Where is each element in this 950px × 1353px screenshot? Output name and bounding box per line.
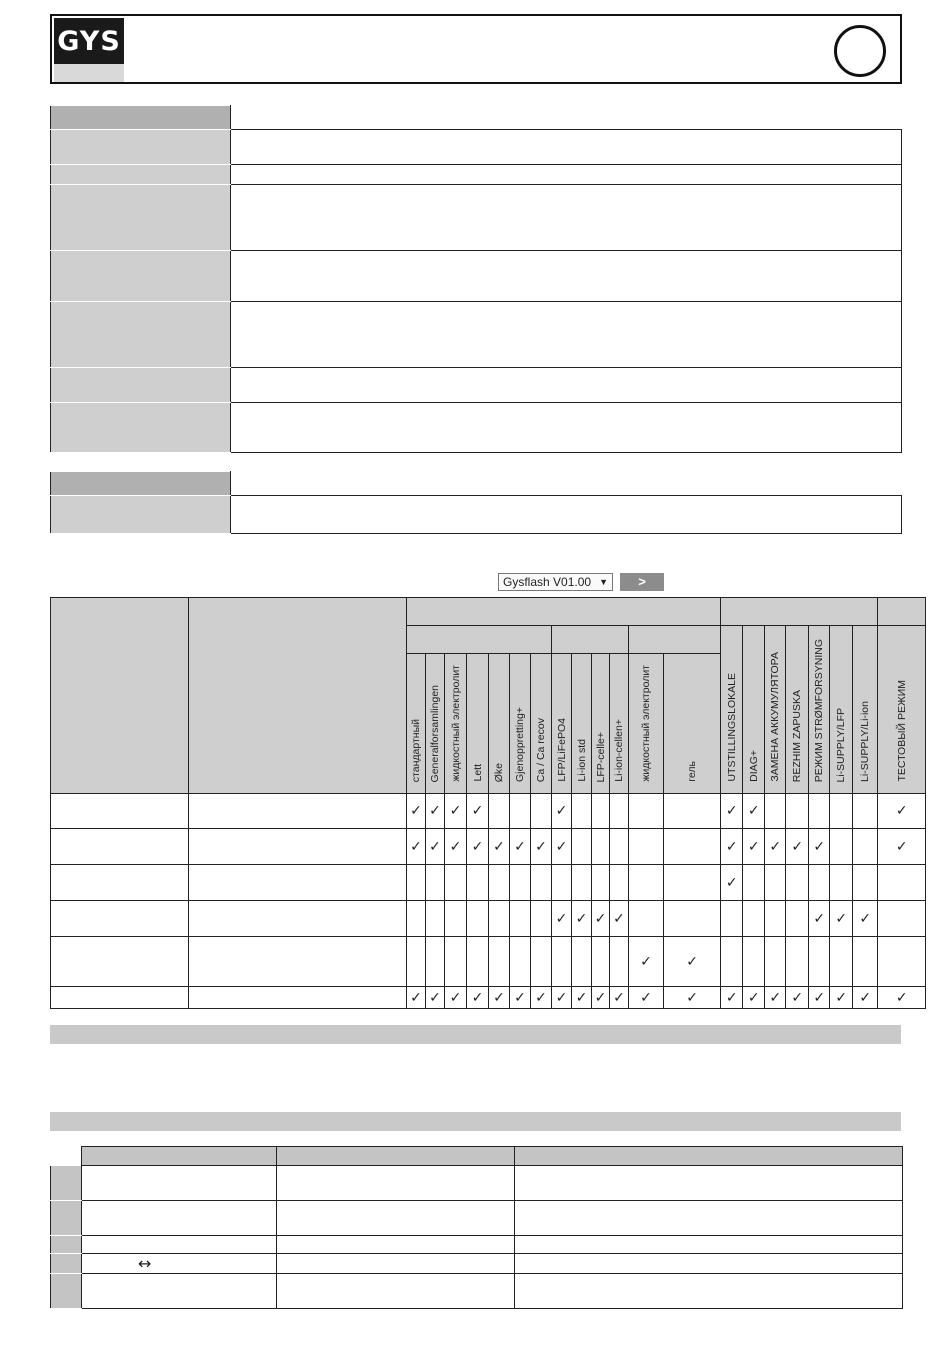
column-header: Li-ion-cellen+: [610, 654, 629, 794]
check-mark-icon: ✓: [535, 989, 547, 1006]
section-bar: [50, 1112, 901, 1131]
page-header: [50, 14, 902, 84]
column-header: жидкостный электролит: [445, 654, 467, 794]
grid-cell: [407, 865, 426, 901]
column-header: ТЕСТОВЫЙ РЕЖИМ: [878, 626, 926, 794]
grid-cell: [592, 794, 610, 829]
check-mark-icon: ✓: [769, 989, 782, 1006]
grid-cell: [531, 865, 552, 901]
column-header: LFP-celle+: [592, 654, 610, 794]
grid-cell: [664, 987, 721, 1009]
grid-cell: [664, 794, 721, 829]
check-mark-icon: ✓: [429, 838, 441, 855]
grid-cell: [721, 987, 743, 1009]
grid-cell: [878, 865, 926, 901]
grid-cell: [407, 937, 426, 987]
check-mark-icon: ✓: [555, 989, 568, 1006]
grid-cell: [743, 794, 765, 829]
grid-cell: [407, 901, 426, 937]
grid-cell: [664, 865, 721, 901]
grid-cell: [610, 937, 629, 987]
grid-cell: [426, 865, 445, 901]
bottom-header-cell: [515, 1147, 903, 1166]
check-mark-icon: ✓: [895, 989, 908, 1006]
grid-cell: [853, 901, 878, 937]
grid-cell: [765, 987, 786, 1009]
grid-cell: [426, 901, 445, 937]
grid-cell: [467, 987, 489, 1009]
grid-cell: [743, 865, 765, 901]
grid-cell: [878, 937, 926, 987]
grid-cell: [531, 794, 552, 829]
grid-cell: [592, 865, 610, 901]
check-mark-icon: ✓: [555, 910, 568, 927]
grid-cell: [426, 829, 445, 865]
triangle-down-icon: ▼: [599, 577, 608, 587]
grid-row: [51, 865, 926, 901]
grid-cell: [830, 937, 853, 987]
check-mark-icon: ✓: [555, 838, 568, 855]
grid-cell: [445, 901, 467, 937]
grid-cell: [531, 901, 552, 937]
check-mark-icon: ✓: [895, 838, 908, 855]
grid-cell: [610, 901, 629, 937]
check-mark-icon: ✓: [725, 803, 738, 819]
check-mark-icon: ✓: [895, 803, 908, 819]
grid-cell: [629, 865, 664, 901]
column-header: DIAG+: [743, 626, 765, 794]
check-mark-icon: ✓: [791, 838, 804, 855]
gys-logo: [54, 18, 124, 82]
grid-subgroup-header: [629, 626, 721, 654]
grid-cell: [610, 865, 629, 901]
grid-cell: [809, 865, 830, 901]
check-mark-icon: ✓: [725, 874, 738, 891]
grid-cell: [721, 829, 743, 865]
column-header: стандартный: [407, 654, 426, 794]
check-mark-icon: ✓: [449, 803, 462, 819]
check-mark-icon: ✓: [859, 989, 872, 1006]
table-row: [51, 1236, 903, 1254]
check-mark-icon: ✓: [514, 838, 526, 855]
grid-cell: [664, 901, 721, 937]
grid-cell: [830, 829, 853, 865]
grid-cell: [467, 901, 489, 937]
grid-cell: [445, 829, 467, 865]
grid-cell: [786, 865, 809, 901]
spec-label: [51, 496, 231, 534]
spec-header-label: [51, 472, 231, 496]
table-row: [51, 1166, 903, 1201]
grid-cell: [878, 829, 926, 865]
check-mark-icon: ✓: [594, 989, 607, 1006]
grid-cell: [467, 937, 489, 987]
check-mark-icon: ✓: [575, 989, 588, 1006]
check-mark-icon: ✓: [514, 989, 526, 1006]
grid-cell: [629, 794, 664, 829]
check-mark-icon: ✓: [725, 838, 738, 855]
check-mark-icon: ✓: [429, 803, 441, 819]
grid-cell: [830, 987, 853, 1009]
grid-cell: [572, 937, 592, 987]
spec-label: [51, 403, 231, 453]
grid-cell: [765, 901, 786, 937]
grid-cell: [531, 937, 552, 987]
grid-cell: [809, 794, 830, 829]
grid-cell: [510, 987, 531, 1009]
grid-row-label: [189, 829, 407, 865]
grid-cell: [467, 865, 489, 901]
grid-cell: [786, 829, 809, 865]
check-mark-icon: ✓: [410, 838, 422, 855]
grid-cell: [629, 937, 664, 987]
grid-cell: [878, 901, 926, 937]
grid-row: [51, 901, 926, 937]
check-mark-icon: ✓: [769, 838, 782, 855]
grid-cell: [878, 987, 926, 1009]
grid-header-cell: [51, 598, 189, 794]
bottom-header-cell: [277, 1147, 515, 1166]
grid-cell: [426, 794, 445, 829]
grid-cell: [426, 987, 445, 1009]
spec-table-2: [50, 471, 902, 534]
grid-cell: [743, 829, 765, 865]
grid-cell: [572, 865, 592, 901]
grid-cell: [765, 865, 786, 901]
grid-cell: [510, 937, 531, 987]
grid-row: [51, 829, 926, 865]
grid-cell: [629, 901, 664, 937]
grid-header-cell: [189, 598, 407, 794]
check-mark-icon: ✓: [747, 989, 760, 1006]
check-mark-icon: ✓: [613, 989, 625, 1006]
grid-row: [51, 937, 926, 987]
grid-cell: [721, 794, 743, 829]
firmware-version-value: Gysflash V01.00: [503, 575, 592, 589]
column-header: РЕЖИМ STRØMFORSYNING: [809, 626, 830, 794]
grid-cell: [786, 901, 809, 937]
grid-cell: [426, 937, 445, 987]
grid-cell: [853, 937, 878, 987]
grid-cell: [853, 987, 878, 1009]
column-header: ЗАМЕНА АККУМУЛЯТОРА: [765, 626, 786, 794]
grid-cell: [610, 987, 629, 1009]
grid-cell: [531, 987, 552, 1009]
check-mark-icon: ✓: [813, 838, 826, 855]
grid-cell: [853, 794, 878, 829]
table-row: [51, 1254, 903, 1274]
check-mark-icon: ✓: [686, 953, 698, 970]
grid-cell: [552, 829, 572, 865]
grid-cell: [809, 829, 830, 865]
grid-cell: [510, 794, 531, 829]
grid-subgroup-header: [407, 626, 552, 654]
column-header: гель: [664, 654, 721, 794]
grid-cell: [407, 794, 426, 829]
grid-cell: [786, 937, 809, 987]
check-mark-icon: ✓: [410, 803, 422, 819]
grid-row-label: [51, 794, 189, 829]
grid-row: [51, 987, 926, 1009]
table-row: [51, 1201, 903, 1236]
spec-label: [51, 368, 231, 403]
grid-cell: [552, 901, 572, 937]
grid-cell: [552, 794, 572, 829]
check-mark-icon: ✓: [535, 838, 547, 855]
check-mark-icon: ✓: [835, 989, 848, 1006]
grid-cell: [407, 829, 426, 865]
column-header: Generalforsamlingen: [426, 654, 445, 794]
grid-cell: [721, 901, 743, 937]
spec-label: [51, 302, 231, 368]
grid-cell: [721, 865, 743, 901]
grid-cell: [552, 865, 572, 901]
grid-cell: [664, 937, 721, 987]
grid-cell: [743, 937, 765, 987]
grid-group-header: [407, 598, 721, 626]
grid-subgroup-header: [552, 626, 629, 654]
section-bar: [50, 1025, 901, 1044]
grid-cell: [489, 865, 510, 901]
grid-group-header: [878, 598, 926, 626]
spec-label: [51, 165, 231, 185]
check-mark-icon: ✓: [449, 989, 462, 1006]
check-mark-icon: ✓: [835, 910, 848, 927]
grid-cell: [629, 829, 664, 865]
grid-cell: [489, 937, 510, 987]
grid-cell: [467, 829, 489, 865]
grid-cell: [853, 865, 878, 901]
check-mark-icon: ✓: [471, 989, 484, 1006]
grid-cell: [445, 987, 467, 1009]
logo-text: GYS: [54, 18, 124, 64]
grid-group-header: [721, 598, 878, 626]
grid-cell: [592, 987, 610, 1009]
firmware-go-button[interactable]: >: [620, 573, 664, 591]
grid-row-label: [189, 794, 407, 829]
check-mark-icon: ✓: [493, 989, 505, 1006]
grid-cell: [445, 937, 467, 987]
check-mark-icon: ✓: [640, 989, 652, 1006]
grid-cell: [510, 901, 531, 937]
grid-row-label: [189, 987, 407, 1009]
check-mark-icon: ✓: [555, 803, 568, 819]
column-header: Li-ion std: [572, 654, 592, 794]
grid-cell: [629, 987, 664, 1009]
check-mark-icon: ✓: [471, 803, 484, 819]
grid-cell: [592, 901, 610, 937]
grid-cell: [407, 987, 426, 1009]
spec-label: [51, 251, 231, 302]
spec-table-1: [50, 105, 902, 453]
grid-cell: [765, 937, 786, 987]
grid-cell: [830, 794, 853, 829]
check-mark-icon: ✓: [493, 838, 505, 855]
spec-label: [51, 185, 231, 251]
check-mark-icon: ✓: [575, 910, 588, 927]
grid-cell: [489, 829, 510, 865]
check-mark-icon: ✓: [471, 838, 484, 855]
grid-cell: [664, 829, 721, 865]
grid-cell: [878, 794, 926, 829]
check-mark-icon: ✓: [747, 803, 760, 819]
grid-cell: [489, 901, 510, 937]
grid-cell: [743, 901, 765, 937]
check-mark-icon: ✓: [725, 989, 738, 1006]
spec-label: [51, 130, 231, 165]
check-mark-icon: ✓: [791, 989, 804, 1006]
grid-cell: [743, 987, 765, 1009]
grid-cell: [592, 937, 610, 987]
grid-cell: [809, 901, 830, 937]
swap-arrows-icon: ↔: [138, 1254, 152, 1273]
column-header: REZHIM ZAPUSKA: [786, 626, 809, 794]
grid-cell: [467, 794, 489, 829]
grid-row-label: [51, 901, 189, 937]
check-mark-icon: ✓: [686, 989, 698, 1006]
grid-row-label: [51, 829, 189, 865]
column-header: Gjenoppretting+: [510, 654, 531, 794]
grid-cell: [592, 829, 610, 865]
grid-cell: [445, 865, 467, 901]
grid-row-label: [51, 987, 189, 1009]
grid-cell: [510, 829, 531, 865]
grid-row-label: [189, 937, 407, 987]
grid-row-label: [51, 937, 189, 987]
language-circle-icon: [834, 25, 886, 77]
grid-cell: [610, 829, 629, 865]
grid-cell: [489, 794, 510, 829]
table-row: [51, 1274, 903, 1309]
grid-cell: [786, 794, 809, 829]
grid-cell: [572, 987, 592, 1009]
grid-cell: [830, 865, 853, 901]
check-mark-icon: ✓: [429, 989, 441, 1006]
grid-cell: [830, 901, 853, 937]
grid-cell: [572, 794, 592, 829]
column-header: Li-SUPPLY/LFP: [830, 626, 853, 794]
check-mark-icon: ✓: [594, 910, 607, 927]
column-header: UTSTILLINGSLOKALE: [721, 626, 743, 794]
grid-cell: [610, 794, 629, 829]
grid-cell: [809, 987, 830, 1009]
grid-row-label: [51, 865, 189, 901]
grid-cell: [489, 987, 510, 1009]
grid-cell: [853, 829, 878, 865]
column-header: LFP/LiFePO4: [552, 654, 572, 794]
column-header: Li-SUPPLY/Li-ion: [853, 626, 878, 794]
grid-cell: [531, 829, 552, 865]
firmware-version-select[interactable]: [498, 573, 613, 591]
compatibility-grid: [50, 597, 926, 1009]
check-mark-icon: ✓: [410, 989, 422, 1006]
grid-row-label: [189, 901, 407, 937]
column-header: жидкостный электролит: [629, 654, 664, 794]
column-header: Lett: [467, 654, 489, 794]
spec-header-label: [51, 106, 231, 130]
grid-cell: [786, 987, 809, 1009]
grid-cell: [572, 829, 592, 865]
column-header: Øke: [489, 654, 510, 794]
grid-cell: [765, 829, 786, 865]
check-mark-icon: ✓: [640, 953, 652, 970]
grid-cell: [765, 794, 786, 829]
grid-cell: [721, 937, 743, 987]
check-mark-icon: ✓: [813, 910, 826, 927]
grid-cell: [552, 937, 572, 987]
grid-cell: [552, 987, 572, 1009]
grid-cell: [572, 901, 592, 937]
grid-cell: [809, 937, 830, 987]
bottom-header-cell: [82, 1147, 277, 1166]
check-mark-icon: ✓: [859, 910, 872, 927]
bottom-table: [50, 1146, 903, 1309]
grid-row: [51, 794, 926, 829]
grid-cell: [445, 794, 467, 829]
check-mark-icon: ✓: [813, 989, 826, 1006]
column-header: Ca / Ca recov: [531, 654, 552, 794]
grid-row-label: [189, 865, 407, 901]
check-mark-icon: ✓: [613, 910, 625, 927]
check-mark-icon: ✓: [449, 838, 462, 855]
grid-cell: [510, 865, 531, 901]
check-mark-icon: ✓: [747, 838, 760, 855]
